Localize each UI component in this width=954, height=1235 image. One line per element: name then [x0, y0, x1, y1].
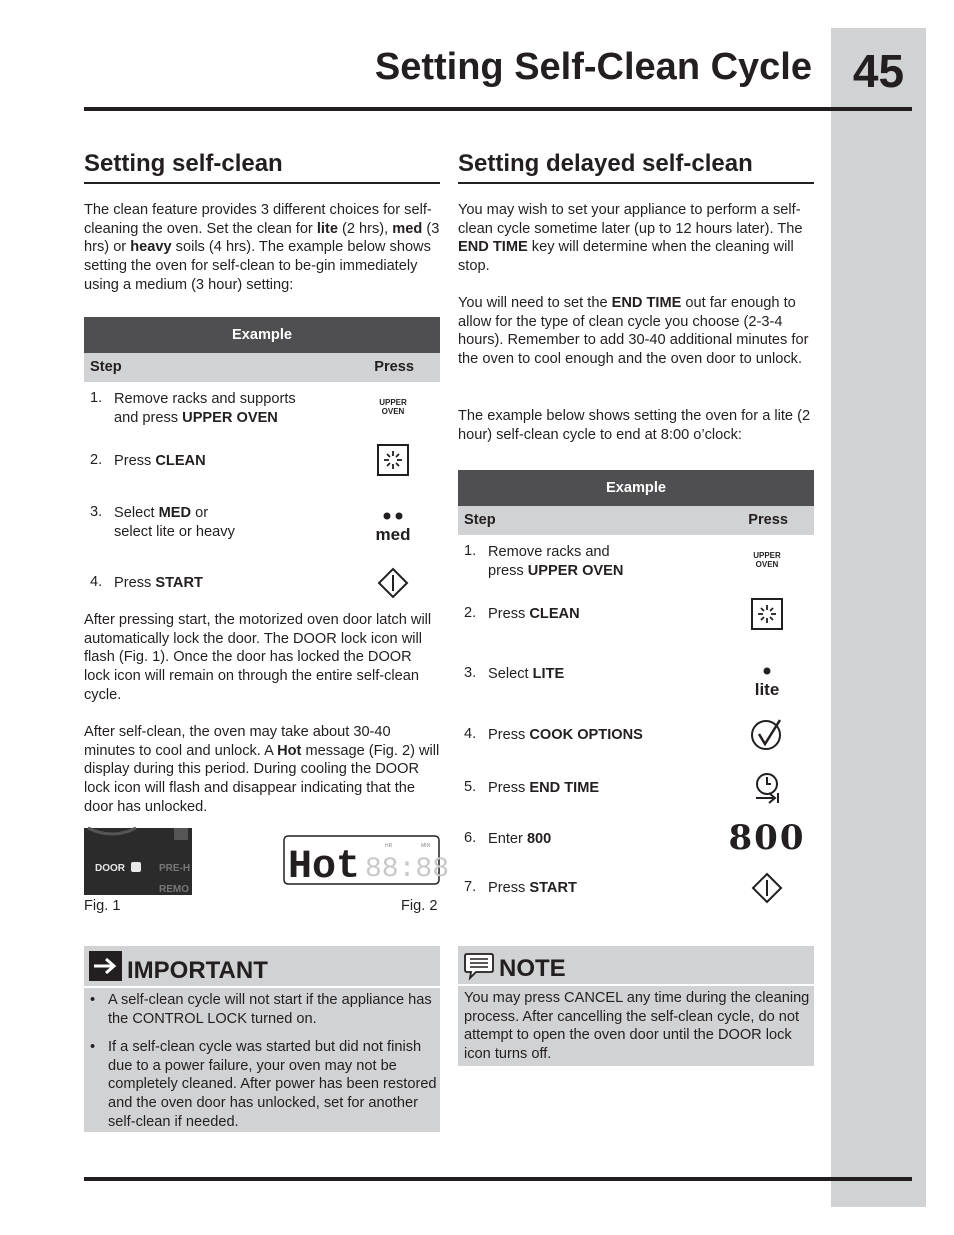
intro-segment: med	[392, 220, 423, 237]
fig2-hr-label: HR	[385, 843, 393, 849]
step-number: 2.	[90, 452, 103, 468]
fig2-min-label: MIN	[421, 843, 431, 849]
page-number: 45	[852, 45, 905, 97]
delayed-paragraph-3: The example below shows setting the oven for a lite (2 hour) self-clean cycle to end at 8:00 o’clock:	[458, 408, 811, 443]
med-icon: med	[348, 508, 438, 544]
lite-icon: lite	[722, 663, 812, 699]
important-bullet-2: If a self-clean cycle was started but did not finish due to a power failure, your oven may not be completely cleaned. After power has been restored and the oven door has unlocked, set for another self-clean if needed.	[108, 1039, 437, 1130]
clean-icon	[722, 598, 812, 630]
col-step: Step	[464, 512, 496, 528]
intro-segment: (3 hrs) or	[84, 220, 440, 256]
lock-paragraph: After pressing start, the motorized oven door latch will automatically lock the door. The DOOR lock icon will flash (Fig. 1). Once the door has locked the DOOR lock icon will remain on through the entire self-clean cycle.	[84, 612, 432, 703]
upper-oven-key-icon: UPPER OVEN	[753, 551, 781, 569]
start-icon	[722, 872, 812, 904]
fig2-caption: Fig. 2	[401, 898, 438, 914]
step-number: 4.	[90, 574, 103, 590]
section-title-delayed: Setting delayed self-clean	[458, 150, 753, 177]
step-text: Press CLEAN	[114, 453, 206, 469]
important-bullet-1: A self-clean cycle will not start if the appliance has the CONTROL LOCK turned on.	[108, 992, 432, 1027]
fig1-door-label: DOOR	[95, 863, 125, 874]
intro-segment: The clean feature provides 3 different choices for self-cleaning the oven. Set the clean for	[84, 202, 432, 237]
cook-options-checkmark-icon	[722, 717, 812, 751]
col-press: Press	[374, 359, 414, 375]
step-text: Press START	[114, 575, 203, 591]
table-heading: Example	[458, 470, 814, 506]
col-press: Press	[748, 512, 788, 528]
bullet-dot: •	[90, 992, 96, 1008]
step-text: Select MED or select lite or heavy	[114, 505, 235, 540]
intro-segment: soils (4 hrs). The example below shows setting the oven for self-clean to be-gin immediately using a medium (3 hour) setting:	[84, 239, 431, 293]
bullet-dot: •	[90, 1039, 96, 1055]
end-time-clock-icon	[722, 771, 812, 805]
fig1-pre-label: PRE-H	[159, 863, 191, 874]
example-table-self-clean	[84, 317, 440, 382]
intro-segment: (2 hrs),	[337, 220, 393, 237]
step-number: 3.	[90, 504, 103, 520]
intro-segment: heavy	[130, 239, 172, 256]
section-rule	[458, 182, 814, 184]
table-heading: Example	[84, 317, 440, 353]
table-subheader	[84, 353, 440, 382]
fig2-hot-text: Hot	[288, 845, 361, 890]
important-title: IMPORTANT	[127, 957, 268, 984]
note-text: You may press CANCEL any time during the cleaning process. After cancelling the self-clean cycle, do not attempt to open the oven door until the DOOR lock icon turns off.	[464, 990, 810, 1063]
page-title: Setting Self-Clean Cycle	[374, 46, 812, 88]
intro-paragraph	[84, 201, 440, 295]
fig1-caption: Fig. 1	[84, 898, 121, 914]
table-subheader	[458, 506, 814, 535]
arrow-right-icon	[89, 951, 122, 981]
fig1-remo-label: REMO	[159, 884, 189, 895]
start-icon	[348, 567, 438, 599]
intro-segment: lite	[316, 220, 338, 237]
side-tab	[831, 28, 926, 1207]
fig2-clock-text: 88:88	[365, 854, 450, 885]
section-title-self-clean: Setting self-clean	[84, 150, 283, 177]
step-text: Remove racks and supports and press UPPER OVEN	[114, 391, 296, 426]
upper-oven-key-icon: UPPER OVEN	[379, 398, 407, 416]
fig1-door-lock-image	[84, 828, 192, 895]
digits-800-display: 800	[728, 818, 806, 858]
top-rule	[84, 107, 912, 111]
note-speech-bubble-icon	[464, 952, 494, 980]
hot-paragraph: After self-clean, the oven may take about 30-40 minutes to cool and unlock. A Hot message (Fig. 2) will display during this period. During cooling the DOOR lock icon will flash and disappear indicating that the door has unlocked.	[84, 724, 440, 815]
note-box	[458, 946, 814, 1066]
bottom-rule	[84, 1177, 912, 1181]
step-number: 1.	[90, 390, 103, 406]
example-table-delayed	[458, 470, 814, 535]
note-title: NOTE	[499, 955, 566, 982]
delayed-paragraph-1: You may wish to set your appliance to perform a self-clean cycle sometime later (up to 12 hours later). The END TIME key will determine when the cleaning will stop.	[458, 202, 803, 275]
col-step: Step	[90, 359, 122, 375]
section-rule	[84, 182, 440, 184]
fig2-hot-display	[283, 835, 450, 890]
clean-icon	[348, 444, 438, 476]
important-box	[84, 946, 440, 1132]
delayed-paragraph-2: You will need to set the END TIME out far enough to allow for the type of clean cycle you choose (2-3-4 hours). Remember to add 30-40 additional minutes for the oven to cool enough and the oven door to unlock.	[458, 295, 809, 368]
